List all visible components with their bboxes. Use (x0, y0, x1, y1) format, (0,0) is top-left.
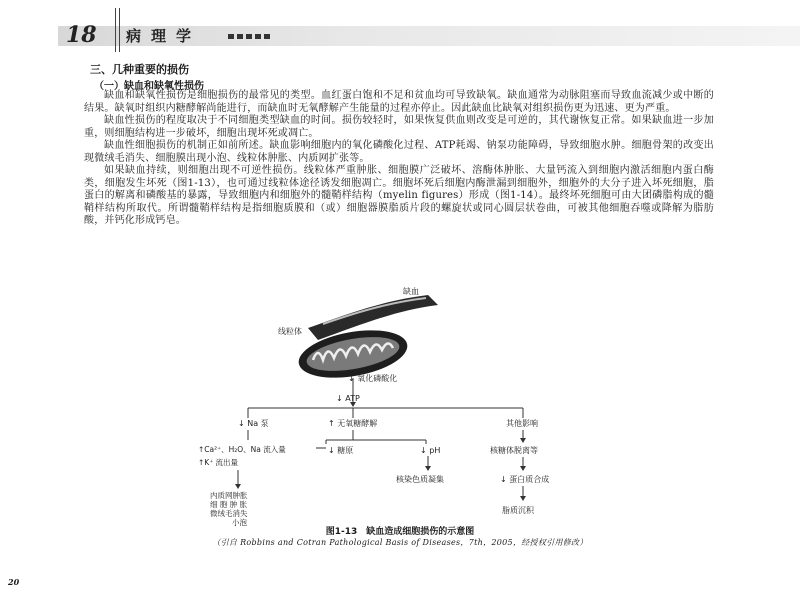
chromatin-label: 核染色质凝集 (396, 475, 444, 484)
header-divider-2 (119, 8, 120, 52)
book-title: 病理学 (126, 27, 202, 45)
ph-label: ↓ pH (420, 446, 441, 455)
figure-caption: 图1-13 缺血造成细胞损伤的示意图 (325, 527, 475, 537)
potassium-efflux-label: ↑K⁺ 流出量 (198, 458, 239, 467)
page-number: 18 (66, 22, 97, 48)
title-dots-decoration (228, 34, 272, 39)
er-label-line: 细 胞 肿 胀 (210, 500, 248, 509)
figure-1-13-diagram (188, 280, 588, 527)
corner-mark: 20 (8, 577, 20, 587)
glycogen-label: ↓ 糖原 (328, 446, 354, 455)
na-pump-label: ↓ Na 泵 (238, 419, 269, 428)
paragraph-2: 缺血性损伤的程度取决于不同细胞类型缺血的时间。损伤较轻时，如果恢复供血则改变是可逆的，其代谢恢复正常。如果缺血进一步加重，则细胞结构进一步破坏，细胞出现坏死或凋亡。 (84, 115, 714, 139)
paragraph-3: 缺血性细胞损伤的机制正如前所述。缺血影响细胞内的氧化磷酸化过程、ATP耗竭、钠泵功能障碍，导致细胞水肿。细胞骨架的改变出现微绒毛消失、细胞膜出现小泡、线粒体肿胀、内质网扩张等。 (84, 140, 714, 164)
subsection-heading: （一）缺血和缺氧性损伤 (94, 81, 204, 92)
glycolysis-label: ↑ 无氧糖酵解 (328, 419, 378, 428)
er-swelling-labels (210, 490, 248, 527)
er-label-line: 小泡 (232, 518, 247, 527)
er-label-line: 微绒毛消失 (210, 509, 248, 518)
mitochondrion-label: 线粒体 (278, 327, 302, 336)
section-heading: 三、几种重要的损伤 (90, 63, 189, 76)
protein-synthesis-label: ↓ 蛋白质合成 (500, 475, 550, 484)
page-header (0, 0, 800, 52)
body-text (84, 90, 714, 228)
ischemia-label: 缺血 (403, 287, 419, 296)
er-label-line: 内质网肿胀 (210, 491, 248, 500)
paragraph-4: 如果缺血持续，则细胞出现不可逆性损伤。线粒体严重肿胀、细胞膜广泛破坏、溶酶体肿胀、大量钙流入到细胞内激活细胞内蛋白酶类，细胞发生坏死（图1-13），也可通过线粒体途径诱发细胞凋亡。细胞坏死后细胞内酶泄漏到细胞外，细胞外的大分子进入坏死细胞，脂蛋白的解离和磷酸基的暴露，导致细胞内和细胞外的髓鞘样结构（myelin figures）形成（图1-14）。最终坏死细胞可由大团磷脂构成的髓鞘样结构所取代。所谓髓鞘样结构是指细胞质膜和（或）细胞器膜脂质片段的螺旋状或同心圆层状卷曲，可被其他细胞吞噬或降解为脂肪酸，并钙化形成钙皂。 (84, 165, 714, 226)
header-divider (115, 8, 116, 52)
paragraph-1: 缺血和缺氧性损伤是细胞损伤的最常见的类型。血红蛋白饱和不足和贫血均可导致缺氧。缺血通常为动脉阻塞而导致血流减少或中断的结果。缺氧时组织内糖酵解尚能进行，而缺血时无氧酵解产生能量的过程亦停止。因此缺血比缺氧对组织损伤更为迅速、更为严重。 (84, 90, 714, 114)
figure-source-citation: （引自 Robbins and Cotran Pathological Basis of Diseases，7th，2005，经授权引用修改） (212, 538, 588, 547)
lipid-deposition-label: 脂质沉积 (502, 506, 534, 515)
ion-influx-label: ↑Ca²⁺、H₂O、Na 流入量 (198, 445, 286, 454)
ribosome-label: 核糖体脱离等 (490, 446, 538, 455)
other-effects-label: 其他影响 (506, 419, 538, 428)
oxphos-label: ↓ 氧化磷酸化 (348, 374, 398, 383)
atp-label: ↓ ATP (336, 394, 360, 403)
